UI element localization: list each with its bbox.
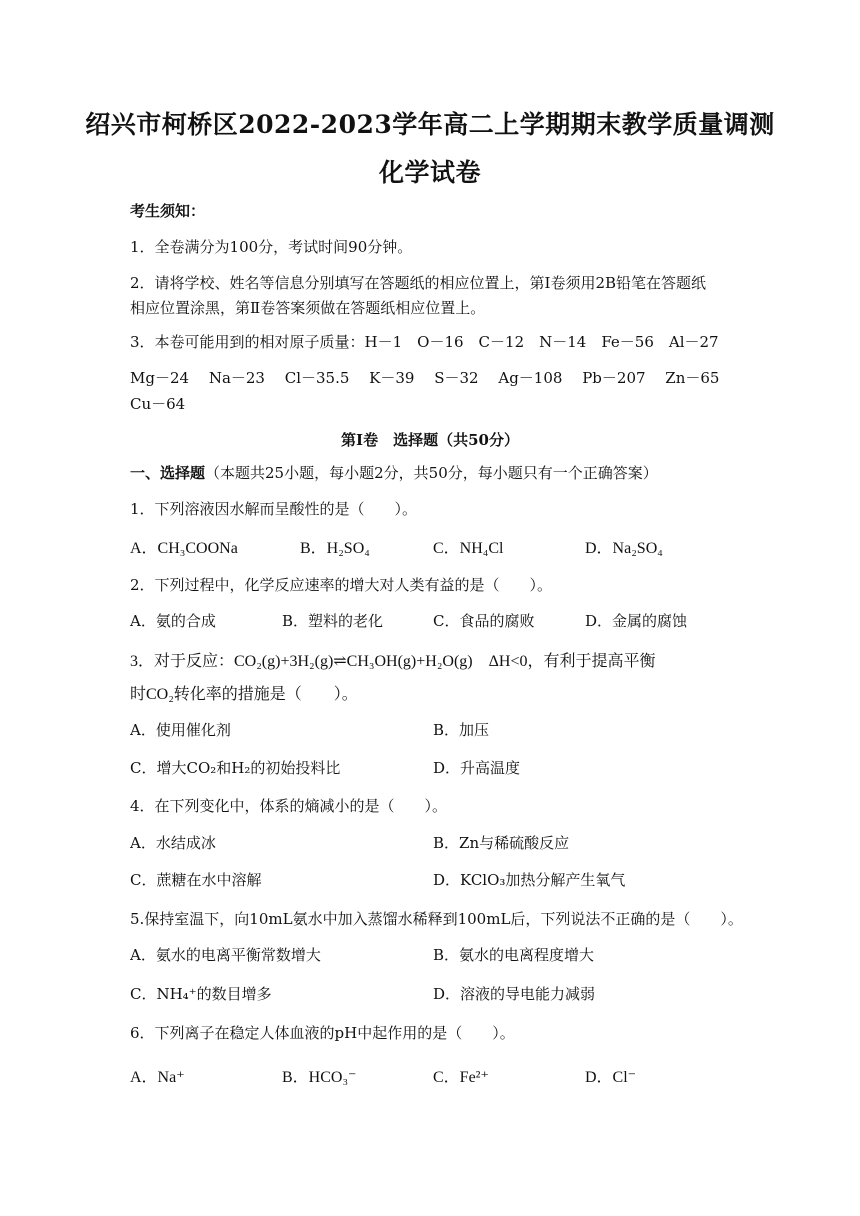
q4-option-a: A．水结成冰: [130, 834, 216, 852]
q1-option-b: B．H₂SO₄: [300, 540, 370, 557]
part-heading: 一、选择题: [130, 464, 206, 482]
section-title: 第Ⅰ卷 选择题（共50分）: [341, 431, 519, 449]
q3-option-b: B．加压: [433, 721, 490, 739]
notice-line: Cu－64: [130, 395, 186, 413]
q3-option-a: A．使用催化剂: [130, 721, 231, 739]
q5-option-c: C．NH₄⁺的数目增多: [130, 985, 272, 1003]
question-5-stem: 5.保持室温下，向10mL氨水中加入蒸馏水稀释到100mL后，下列说法不正确的是（ ）。: [130, 910, 743, 928]
q5-option-a: A．氨水的电离平衡常数增大: [130, 946, 321, 964]
q1-option-a: A．CH₃COONa: [130, 540, 238, 557]
question-1-stem: 1．下列溶液因水解而呈酸性的是（ ）。: [130, 500, 418, 518]
page-title: 绍兴市柯桥区2022-2023学年高二上学期期末教学质量调测: [85, 110, 775, 139]
q3-option-c: C．增大CO₂和H₂的初始投料比: [130, 759, 341, 777]
q6-option-c: C．Fe²⁺: [433, 1069, 489, 1086]
q2-option-b: B．塑料的老化: [282, 612, 384, 630]
q2-option-d: D．金属的腐蚀: [585, 612, 688, 630]
q4-option-d: D．KClO₃加热分解产生氧气: [433, 871, 626, 889]
q4-option-b: B．Zn与稀硫酸反应: [433, 834, 570, 852]
notice-heading: 考生须知：: [130, 202, 206, 220]
q6-option-a: A．Na⁺: [130, 1069, 185, 1086]
q6-option-d: D．Cl⁻: [585, 1069, 637, 1086]
q1-option-d: D．Na₂SO₄: [585, 540, 663, 557]
part-description: （本题共25小题，每小题2分，共50分，每小题只有一个正确答案）: [205, 464, 658, 482]
question-3-stem-cont: 时CO₂转化率的措施是（ ）。: [130, 686, 358, 703]
q5-option-b: B．氨水的电离程度增大: [433, 946, 595, 964]
q2-option-c: C．食品的腐败: [433, 612, 535, 630]
q3-option-d: D．升高温度: [433, 759, 521, 777]
q5-option-d: D．溶液的导电能力减弱: [433, 985, 596, 1003]
notice-line: 相应位置涂黑，第Ⅱ卷答案须做在答题纸相应位置上。: [130, 299, 486, 317]
notice-line: 3．本卷可能用到的相对原子质量：H－1 O－16 C－12 N－14 Fe－56 Al－27: [130, 333, 719, 351]
question-3-stem: 3．对于反应：CO₂(g)+3H₂(g)⇌CH₃OH(g)+H₂O(g) ΔH<0，有利于提高平衡: [130, 653, 656, 670]
q6-option-b: B．HCO₃⁻: [282, 1069, 357, 1086]
notice-line: 1．全卷满分为100分，考试时间90分钟。: [130, 238, 413, 256]
notice-line: 2．请将学校、姓名等信息分别填写在答题纸的相应位置上，第Ⅰ卷须用2B铅笔在答题纸: [130, 274, 707, 292]
part-heading-line: [130, 462, 658, 483]
notice-line: Mg－24 Na－23 Cl－35.5 K－39 S－32 Ag－108 Pb－207 Zn－65: [130, 369, 720, 387]
question-6-stem: 6．下列离子在稳定人体血液的pH中起作用的是（ ）。: [130, 1024, 515, 1042]
q4-option-c: C．蔗糖在水中溶解: [130, 871, 262, 889]
q1-option-c: C．NH₄Cl: [433, 540, 504, 557]
question-2-stem: 2．下列过程中，化学反应速率的增大对人类有益的是（ ）。: [130, 576, 553, 594]
q2-option-a: A．氨的合成: [130, 612, 216, 630]
page-subtitle: 化学试卷: [378, 158, 481, 187]
question-4-stem: 4．在下列变化中，体系的熵减小的是（ ）。: [130, 797, 448, 815]
